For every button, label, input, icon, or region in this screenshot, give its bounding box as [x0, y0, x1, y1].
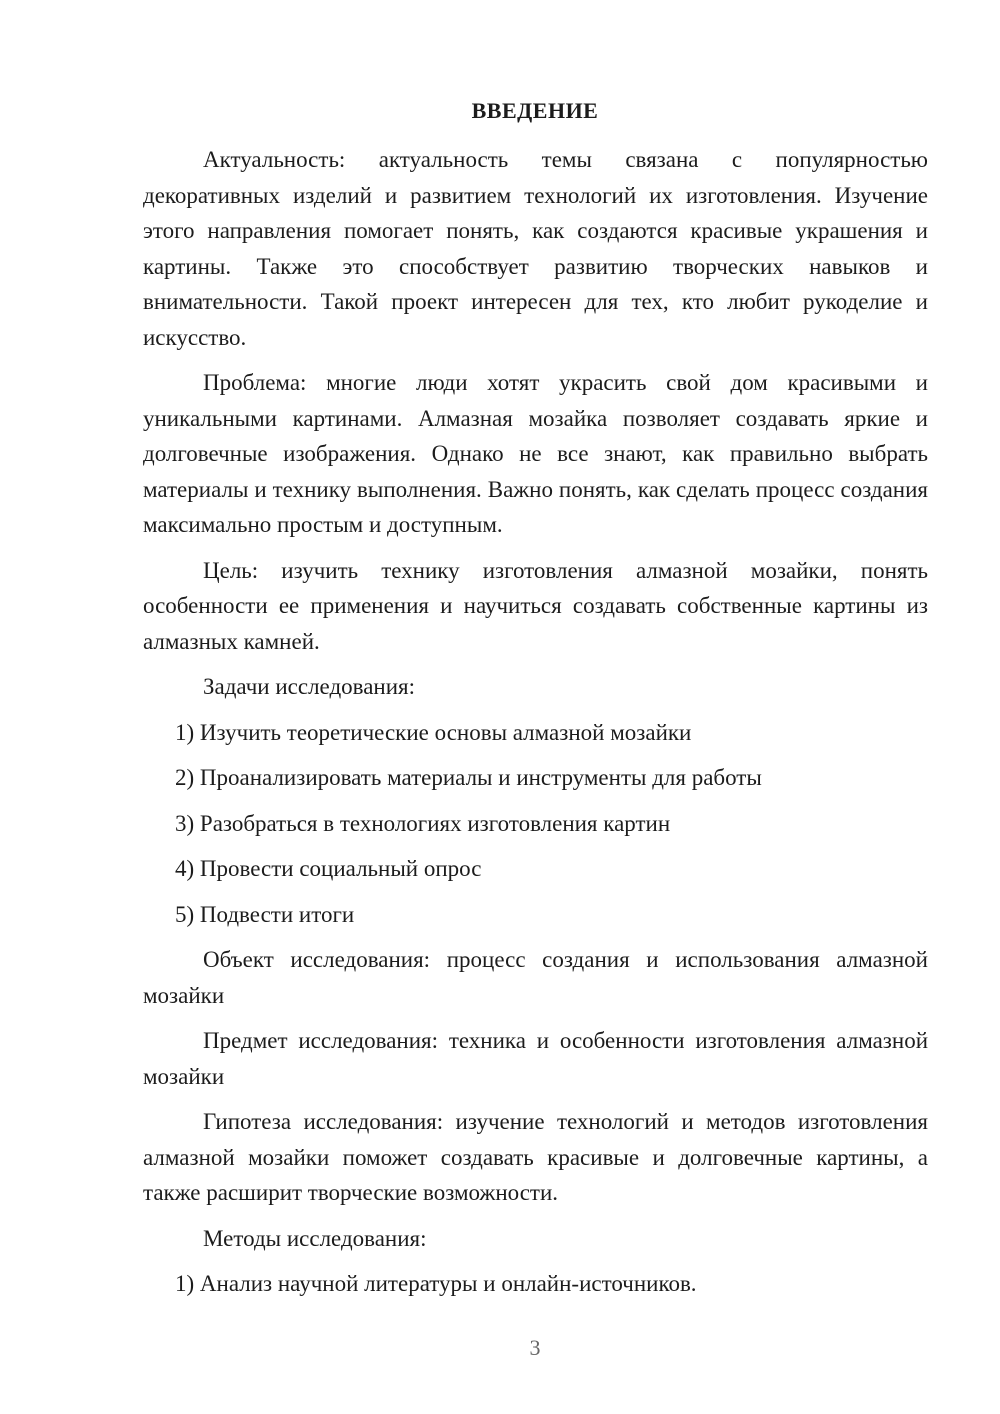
list-item: 3) Разобраться в технологиях изготовления картин [175, 810, 671, 836]
list-item: 4) Провести социальный опрос [175, 856, 482, 881]
list-item: 5) Подвести итоги [175, 901, 355, 927]
list-item: 1) Изучить теоретические основы алмазной мозайки [175, 719, 692, 745]
document-body [143, 142, 928, 1312]
page-title: ВВЕДЕНИЕ [471, 98, 599, 123]
tasks-heading: Задачи исследования: [203, 674, 416, 699]
paragraph-relevance: Актуальность: актуальность темы связана с популярностью декоративных изделий и развитием технологий их изготовления. Изучение этого направления помогает понять, как создаются красивые украшения и картины. Также это способствует развитию творческих навыков и внимательности. Такой проект интересен для тех, кто любит рукоделие и искусство. [143, 147, 928, 350]
paragraph-problem: Проблема: многие люди хотят украсить свой дом красивыми и уникальными картинами. Алмазная мозайка позволяет создавать яркие и долговечные изображения. Однако не все знают, как правильно выбрать материалы и технику выполнения. Важно понять, как сделать процесс создания максимально простым и доступным. [143, 370, 928, 537]
paragraph-object: Объект исследования: процесс создания и использования алмазной мозайки [143, 947, 928, 1008]
paragraph-goal: Цель: изучить технику изготовления алмазной мозайки, понять особенности ее применения и научиться создавать собственные картины из алмазных камней. [143, 557, 928, 654]
paragraph-hypothesis: Гипотеза исследования: изучение технологий и методов изготовления алмазной мозайки поможет создавать красивые и долговечные картины, а также расширит творческие возможности. [143, 1109, 928, 1205]
methods-heading: Методы исследования: [203, 1225, 427, 1251]
page-number: 3 [529, 1335, 541, 1360]
list-item: 2) Проанализировать материалы и инструменты для работы [175, 765, 762, 790]
list-item: 1) Анализ научной литературы и онлайн-источников. [175, 1271, 697, 1296]
paragraph-subject: Предмет исследования: техника и особенности изготовления алмазной мозайки [143, 1028, 928, 1089]
